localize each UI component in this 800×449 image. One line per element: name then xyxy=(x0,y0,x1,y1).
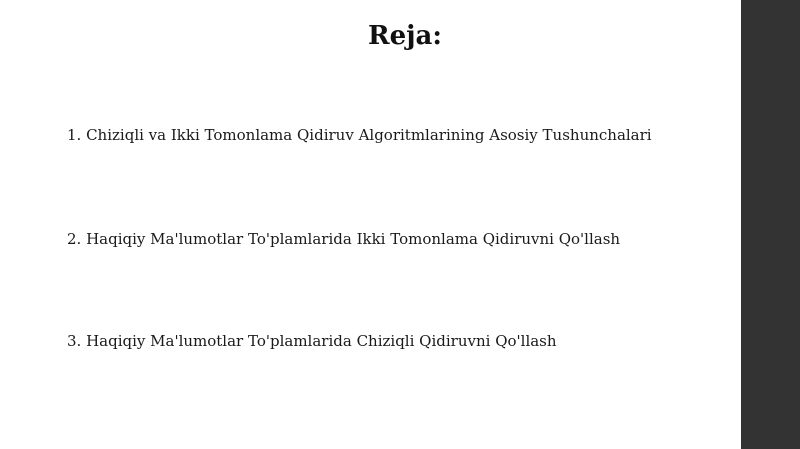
plan-item: 2. Haqiqiy Ma'lumotlar To'plamlarida Ikki Tomonlama Qidiruvni Qo'llash xyxy=(67,230,621,248)
plan-item: 1. Chiziqli va Ikki Tomonlama Qidiruv Algoritmlarining Asosiy Tushunchalari xyxy=(67,126,652,144)
plan-item: 3. Haqiqiy Ma'lumotlar To'plamlarida Chiziqli Qidiruvni Qo'llash xyxy=(67,332,557,350)
slide-title: Reja: xyxy=(367,21,442,51)
side-panel xyxy=(741,0,800,449)
